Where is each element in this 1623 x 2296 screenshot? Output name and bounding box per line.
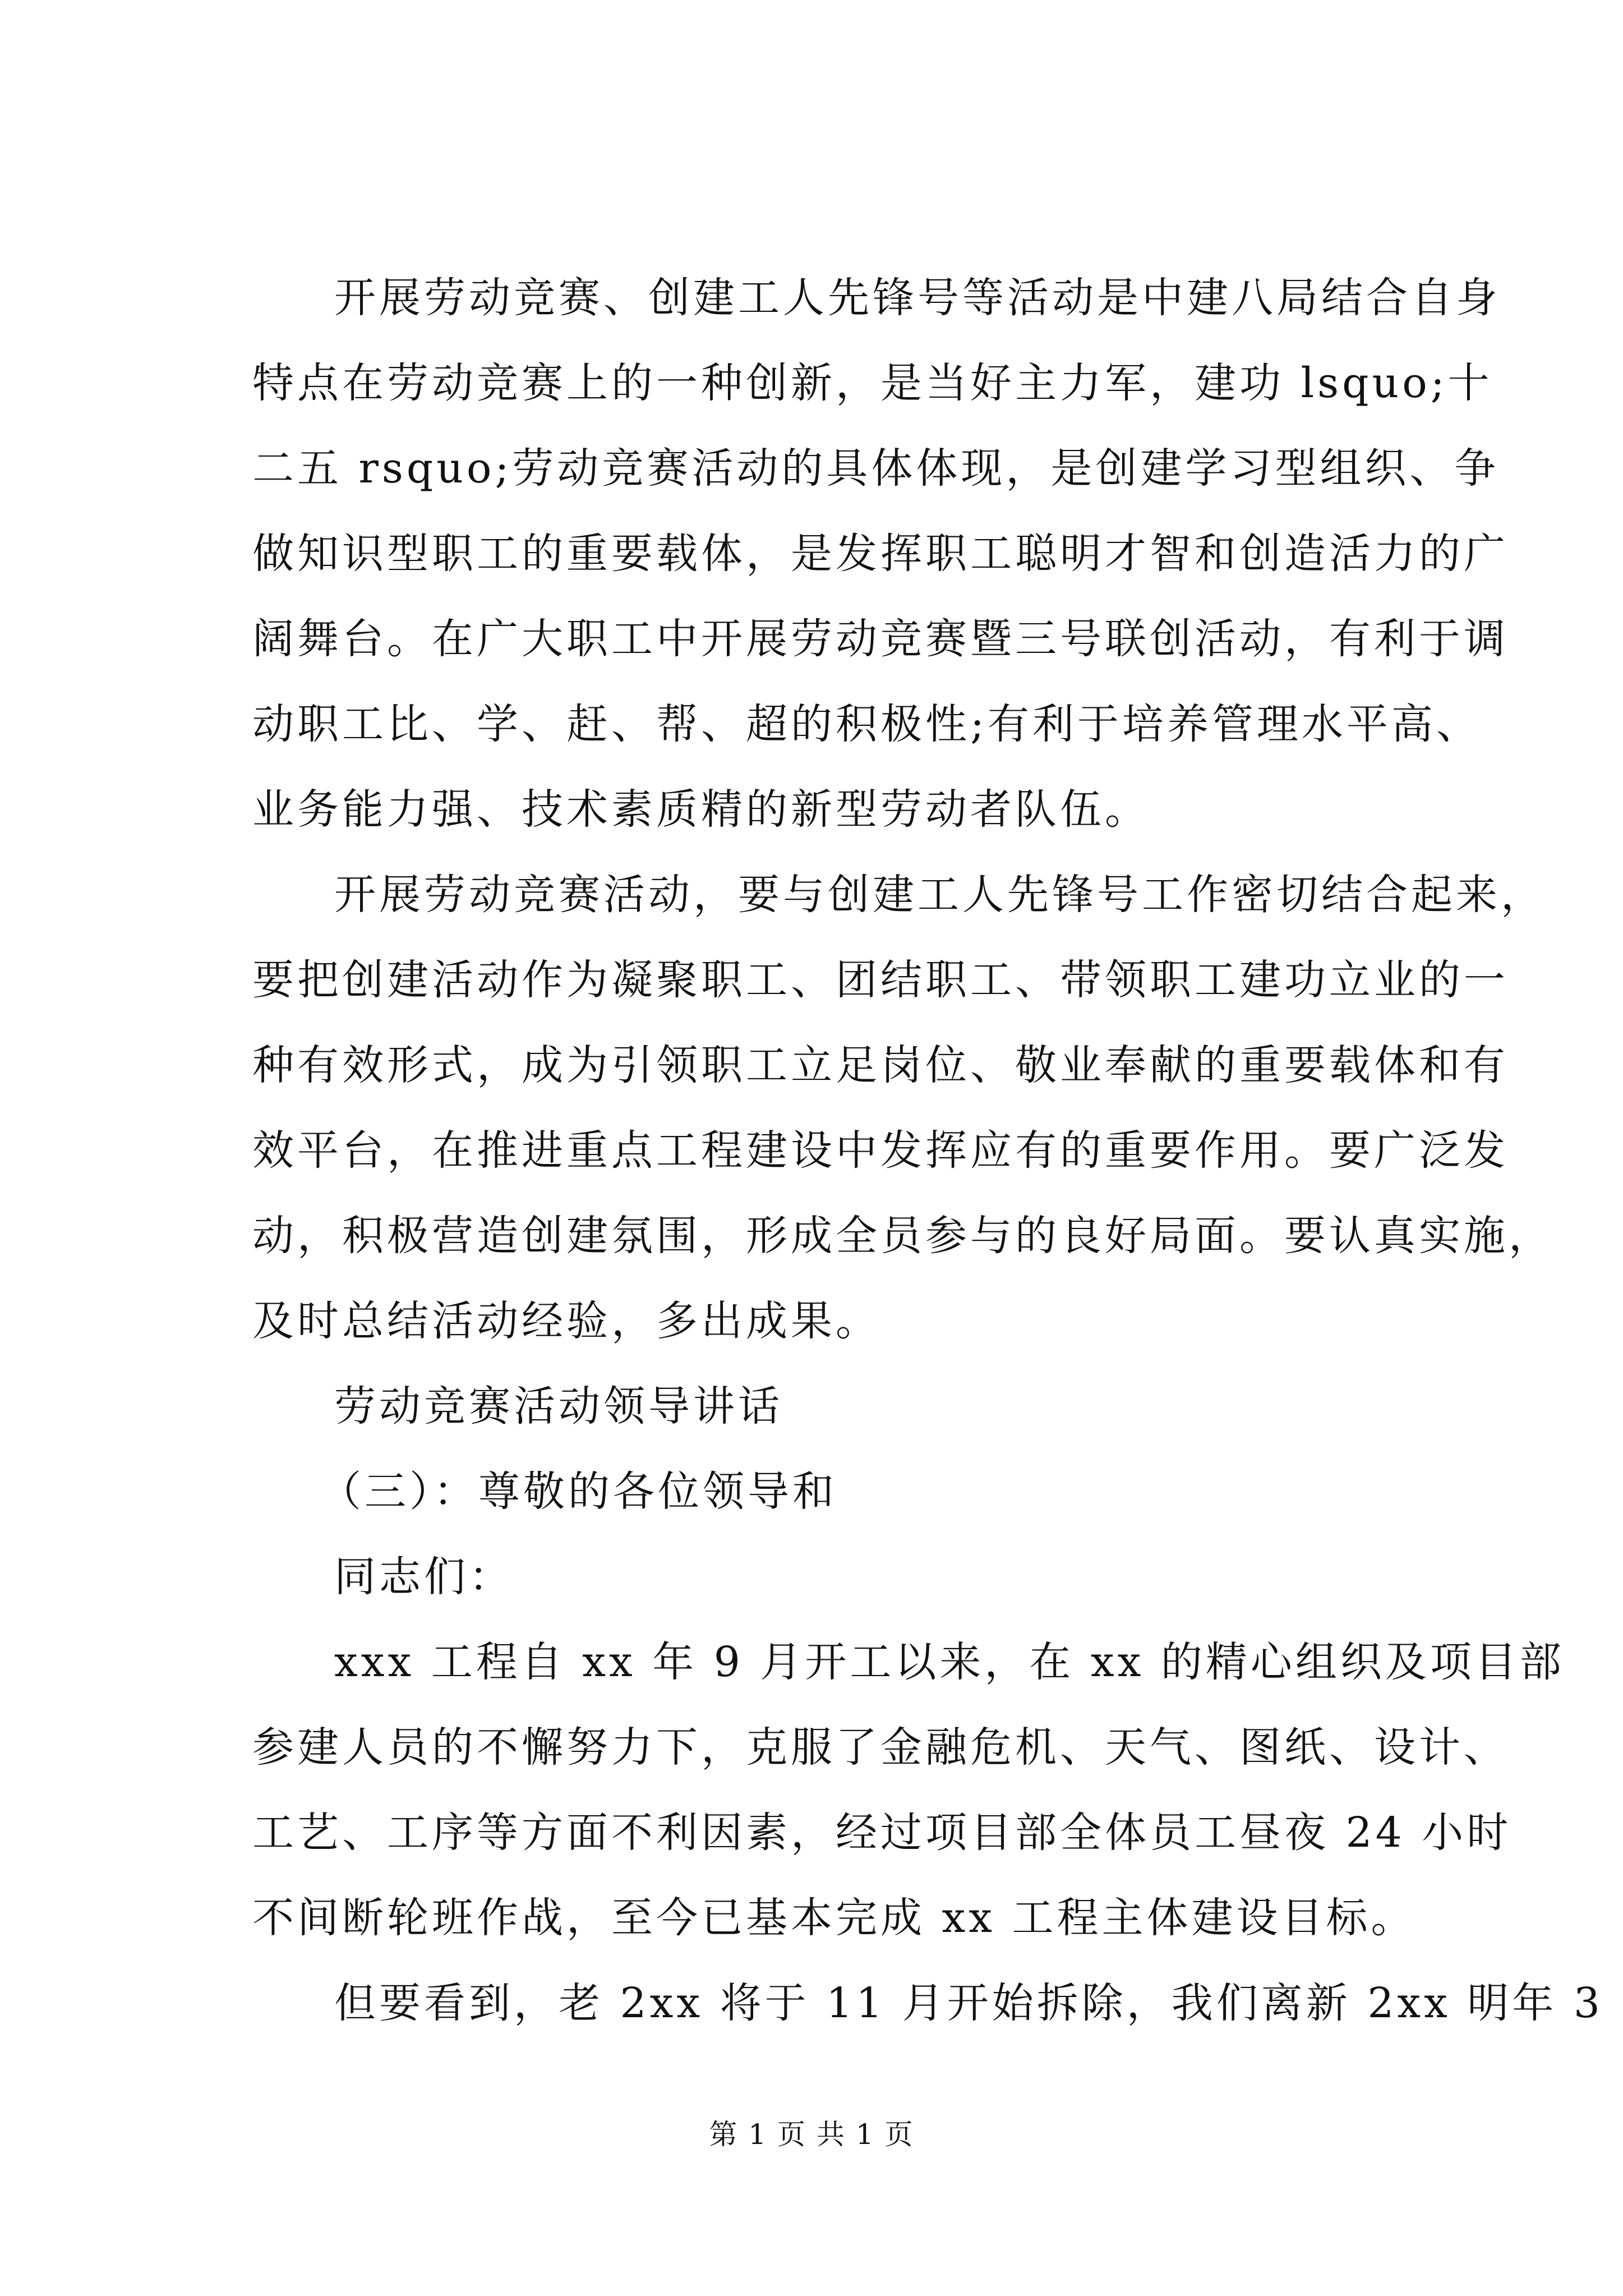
text-line: 参建人员的不懈努力下，克服了金融危机、天气、图纸、设计、 — [252, 1723, 1509, 1772]
salutation: 同志们： — [334, 1553, 514, 1601]
text-line: 做知识型职工的重要载体，是发挥职工聪明才智和创造活力的广 — [252, 530, 1509, 578]
text-line: 动职工比、学、赶、帮、超的积极性;有利于培养管理水平高、 — [252, 700, 1481, 748]
text-line: 要把创建活动作为凝聚职工、团结职工、带领职工建功立业的一 — [252, 956, 1509, 1004]
text-line: 动，积极营造创建氛围，形成全员参与的良好局面。要认真实施， — [252, 1212, 1553, 1260]
document-body — [252, 255, 1603, 2046]
text-line: 种有效形式，成为引领职工立足岗位、敬业奉献的重要载体和有 — [252, 1041, 1509, 1089]
text-line: 工艺、工序等方面不利因素，经过项目部全体员工昼夜 24 小时 — [252, 1809, 1512, 1857]
text-line: 阔舞台。在广大职工中开展劳动竞赛暨三号联创活动，有利于调 — [252, 615, 1509, 663]
text-line: 特点在劳动竞赛上的一种创新，是当好主力军，建功 lsquo;十 — [252, 359, 1493, 407]
text-line: xxx 工程自 xx 年 9 月开工以来，在 xx 的精心组织及项目部 — [334, 1638, 1565, 1686]
text-line: 开展劳动竞赛活动，要与创建工人先锋号工作密切结合起来， — [334, 871, 1546, 919]
page-footer: 第 1 页 共 1 页 — [709, 2118, 914, 2151]
text-line: 效平台，在推进重点工程建设中发挥应有的重要作用。要广泛发 — [252, 1126, 1509, 1175]
text-line: 不间断轮班作战，至今已基本完成 xx 工程主体建设目标。 — [252, 1894, 1416, 1942]
text-line: 开展劳动竞赛、创建工人先锋号等活动是中建八局结合自身 — [334, 274, 1501, 322]
text-line: 但要看到，老 2xx 将于 11 月开始拆除，我们离新 2xx 明年 3 — [334, 1979, 1603, 2027]
text-line: 二五 rsquo;劳动竞赛活动的具体体现，是创建学习型组织、争 — [252, 444, 1500, 493]
text-line: 业务能力强、技术素质精的新型劳动者队伍。 — [252, 785, 1150, 834]
section-title: 劳动竞赛活动领导讲话 — [334, 1382, 783, 1430]
section-subtitle: （三）：尊敬的各位领导和 — [320, 1467, 837, 1516]
text-line: 及时总结活动经验，多出成果。 — [252, 1297, 880, 1345]
